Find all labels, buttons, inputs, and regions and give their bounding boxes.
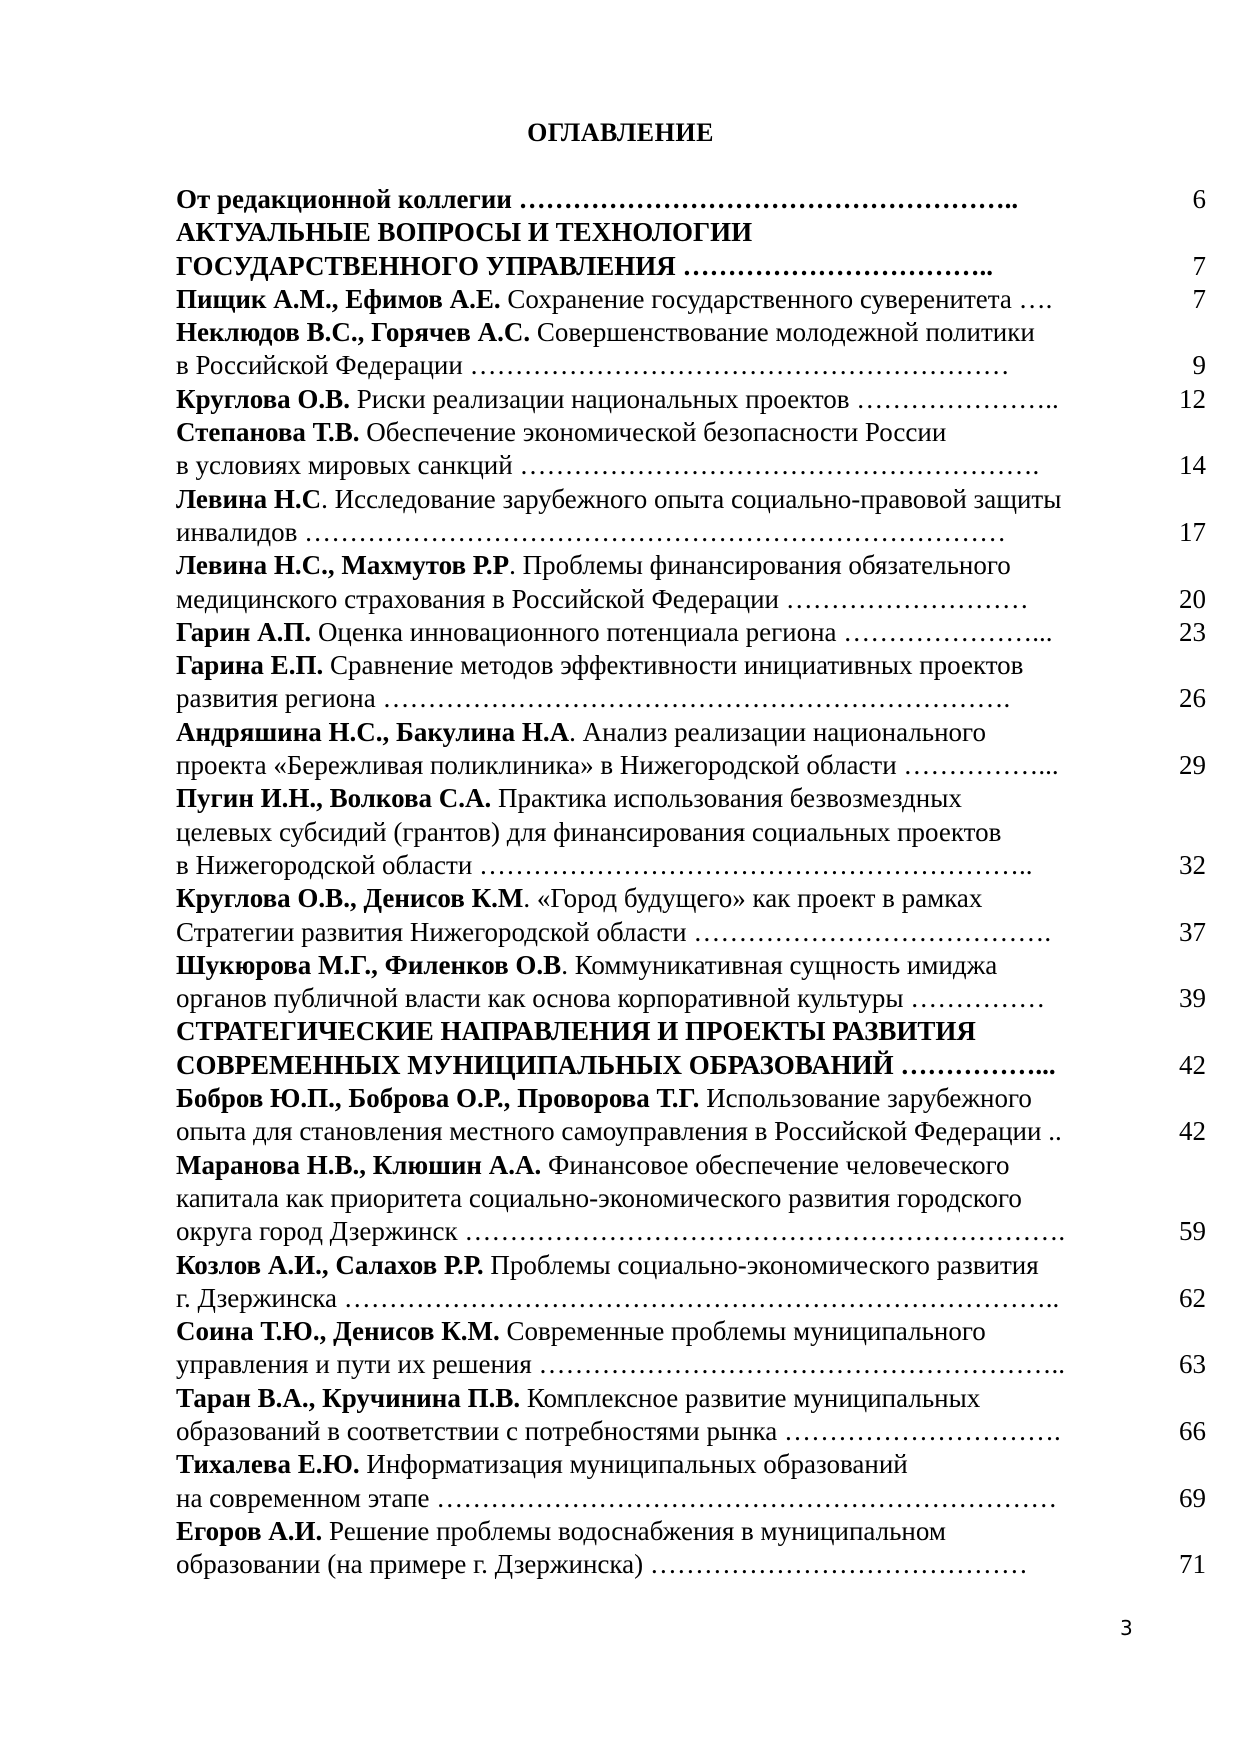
- toc-page-ref: 37: [1179, 916, 1206, 947]
- toc-line: [176, 949, 1206, 982]
- toc-author-or-heading: Бобров Ю.П., Боброва О.Р., Проворова Т.Г.: [176, 1083, 700, 1114]
- toc-line-text: [176, 749, 1059, 782]
- toc-line: [176, 449, 1206, 482]
- toc-entry-title: в Нижегородской области ……………………………………………………..: [176, 849, 1033, 880]
- toc-author-or-heading: От редакционной коллегии ………………………………………………..: [176, 184, 1019, 214]
- toc-entry-title: . «Город будущего» как проект в рамках: [523, 883, 983, 914]
- toc-line-text: [176, 1348, 1065, 1381]
- toc-entry-title: управления и пути их решения …………………………………………………..: [176, 1349, 1066, 1380]
- toc-line-text: [176, 649, 1023, 682]
- toc-line: [176, 516, 1206, 549]
- toc-line-text: [176, 616, 1053, 649]
- toc-line: [176, 616, 1206, 649]
- toc-entry-title: Сохранение государственного суверенитета ….: [500, 283, 1053, 314]
- toc-line-text: [176, 716, 986, 749]
- toc-line: [176, 1049, 1206, 1082]
- toc-page-ref: 12: [1179, 383, 1206, 414]
- toc-page-ref: 6: [1192, 184, 1206, 214]
- toc-line-text: [176, 449, 1039, 482]
- toc-line: [176, 250, 1206, 283]
- toc-entry-title: . Анализ реализации национального: [569, 716, 986, 747]
- toc-page-ref: 32: [1179, 849, 1206, 880]
- toc-author-or-heading: Круглова О.В., Денисов К.М: [176, 883, 524, 914]
- toc-entry-title: Обеспечение экономической безопасности России: [359, 417, 947, 448]
- toc-line: [176, 1415, 1206, 1448]
- toc-line: [176, 416, 1206, 449]
- toc-author-or-heading: Гарин А.П.: [176, 616, 312, 647]
- toc-line: [176, 349, 1206, 382]
- toc-line-text: [176, 283, 1052, 316]
- toc-page-ref: 42: [1179, 1049, 1206, 1080]
- toc-page-ref: 39: [1179, 983, 1206, 1014]
- toc-line: [176, 483, 1206, 516]
- toc-page-ref: 62: [1179, 1282, 1206, 1313]
- toc-page-ref: 63: [1179, 1349, 1206, 1380]
- toc-author-or-heading: Маранова Н.В., Клюшин А.А.: [176, 1149, 542, 1180]
- page-number: 3: [1120, 1616, 1133, 1640]
- toc-line: [176, 1282, 1206, 1315]
- toc-entry-title: Информатизация муниципальных образований: [359, 1449, 908, 1480]
- toc-page-ref: 14: [1179, 450, 1206, 481]
- toc-line: [176, 982, 1206, 1015]
- toc-line: [176, 1382, 1206, 1415]
- toc-line-text: [176, 483, 1061, 516]
- toc-line-text: [176, 1115, 1062, 1148]
- toc-page-ref: 42: [1179, 1116, 1206, 1147]
- toc-entry-title: Сравнение методов эффективности инициативных проектов: [323, 650, 1024, 681]
- toc-author-or-heading: ГОСУДАРСТВЕННОГО УПРАВЛЕНИЯ ……………………………..: [176, 250, 993, 281]
- toc-author-or-heading: Неклюдов В.С., Горячев А.С.: [176, 317, 531, 348]
- toc-page-ref: 17: [1179, 516, 1206, 547]
- toc-line-text: [176, 982, 1045, 1015]
- toc-line-text: [176, 1415, 1061, 1448]
- toc-line: [176, 1015, 1206, 1048]
- toc-line: [176, 782, 1206, 815]
- toc-entry-title: Современные проблемы муниципального: [499, 1316, 986, 1347]
- toc-line: [176, 1115, 1206, 1148]
- toc-line-text: [176, 383, 1059, 416]
- toc-entry-title: Решение проблемы водоснабжения в муниципальном: [322, 1515, 946, 1546]
- toc-entry-title: Риски реализации национальных проектов …………………..: [349, 383, 1059, 414]
- toc-line: [176, 882, 1206, 915]
- toc-line: [176, 1215, 1206, 1248]
- toc-line: [176, 1149, 1206, 1182]
- toc-author-or-heading: Соина Т.Ю., Денисов К.М.: [176, 1316, 500, 1347]
- toc-line: [176, 1348, 1206, 1381]
- toc-line-text: [176, 682, 1010, 715]
- toc-entry-title: Комплексное развитие муниципальных: [520, 1382, 981, 1413]
- toc-line: [176, 1515, 1206, 1548]
- toc-line-text: [176, 1249, 1039, 1282]
- toc-entry-title: г. Дзержинска ……………………………………………………………………..: [176, 1282, 1060, 1313]
- toc-entry-title: опыта для становления местного самоуправления в Российской Федерации ..: [176, 1116, 1062, 1147]
- toc-entry-title: Совершенствование молодежной политики: [530, 317, 1035, 348]
- toc-line-text: [176, 849, 1033, 882]
- toc-entry-title: . Коммуникативная сущность имиджа: [561, 949, 998, 980]
- toc-line: [176, 1249, 1206, 1282]
- toc-entry-title: образовании (на примере г. Дзержинска) ……………………………………: [176, 1549, 1028, 1580]
- toc-author-or-heading: Пищик А.М., Ефимов А.Е.: [176, 283, 501, 314]
- toc-page-ref: 69: [1179, 1482, 1206, 1513]
- toc-line-text: [176, 183, 1018, 216]
- toc-line-text: [176, 1015, 976, 1048]
- toc-author-or-heading: Андряшина Н.С., Бакулина Н.А: [176, 716, 570, 747]
- toc-author-or-heading: АКТУАЛЬНЫЕ ВОПРОСЫ И ТЕХНОЛОГИИ: [176, 217, 753, 248]
- toc-author-or-heading: Пугин И.Н., Волкова С.А.: [176, 783, 492, 814]
- toc-line-text: [176, 1515, 946, 1548]
- toc-entry-title: . Проблемы финансирования обязательного: [509, 550, 1011, 581]
- toc-line: [176, 583, 1206, 616]
- toc-line: [176, 849, 1206, 882]
- toc-entry-title: Проблемы социально-экономического развития: [483, 1249, 1039, 1280]
- toc-line: [176, 216, 1206, 249]
- toc-line-text: [176, 782, 962, 815]
- toc-entry-title: в условиях мировых санкций ………………………………………………….: [176, 450, 1040, 481]
- toc-page-ref: 26: [1179, 683, 1206, 714]
- toc-line-text: [176, 416, 946, 449]
- toc-entry-title: Практика использования безвозмездных: [491, 783, 962, 814]
- toc-line-text: [176, 1548, 1028, 1581]
- toc-line-text: [176, 1382, 980, 1415]
- toc-line: [176, 1548, 1206, 1581]
- toc-line: [176, 316, 1206, 349]
- toc-entry-title: Финансовое обеспечение человеческого: [541, 1149, 1010, 1180]
- toc-page-ref: 9: [1192, 350, 1206, 381]
- toc-page-ref: 71: [1179, 1549, 1206, 1580]
- toc-line-text: [176, 1448, 908, 1481]
- toc-entry-title: на современном этапе ……………………………………………………………: [176, 1482, 1058, 1513]
- toc-entry-title: капитала как приоритета социально-экономического развития городского: [176, 1182, 1022, 1213]
- toc-line-text: [176, 949, 997, 982]
- toc-line: [176, 1448, 1206, 1481]
- toc-line: [176, 916, 1206, 949]
- toc-line-text: [176, 1215, 1065, 1248]
- toc-line: [176, 283, 1206, 316]
- toc-entry-title: инвалидов ……………………………………………………………………: [176, 516, 1007, 547]
- toc-line-text: [176, 583, 1029, 616]
- toc-author-or-heading: СТРАТЕГИЧЕСКИЕ НАПРАВЛЕНИЯ И ПРОЕКТЫ РАЗВИТИЯ: [176, 1016, 976, 1047]
- toc-entry-title: органов публичной власти как основа корпоративной культуры ……………: [176, 983, 1046, 1014]
- toc-line: [176, 816, 1206, 849]
- toc-line-text: [176, 349, 1010, 382]
- toc-author-or-heading: Егоров А.И.: [176, 1515, 323, 1546]
- toc-author-or-heading: СОВРЕМЕННЫХ МУНИЦИПАЛЬНЫХ ОБРАЗОВАНИЙ ……………...: [176, 1049, 1056, 1080]
- toc-entry-title: Стратегии развития Нижегородской области ………………………………….: [176, 916, 1052, 947]
- toc-line-text: [176, 916, 1051, 949]
- toc-line: [176, 749, 1206, 782]
- toc-line: [176, 1182, 1206, 1215]
- toc-author-or-heading: Шукюрова М.Г., Филенков О.В: [176, 949, 562, 980]
- toc-page-ref: 66: [1179, 1415, 1206, 1446]
- toc-entry-title: Использование зарубежного: [699, 1083, 1032, 1114]
- toc-line: [176, 183, 1206, 216]
- toc-line-text: [176, 1182, 1022, 1215]
- toc-line-text: [176, 250, 993, 283]
- toc-line-text: [176, 1315, 986, 1348]
- toc-line: [176, 716, 1206, 749]
- toc-line-text: [176, 216, 752, 249]
- page-title: ОГЛАВЛЕНИЕ: [527, 118, 714, 147]
- toc-entry-title: Оценка инновационного потенциала региона …………………...: [311, 616, 1053, 647]
- toc-entry-title: целевых субсидий (грантов) для финансирования социальных проектов: [176, 816, 1002, 847]
- toc-line: [176, 649, 1206, 682]
- toc-line: [176, 1482, 1206, 1515]
- toc-author-or-heading: Таран В.А., Кручинина П.В.: [176, 1382, 521, 1413]
- toc-line-text: [176, 1049, 1056, 1082]
- toc-page-ref: 7: [1192, 283, 1206, 314]
- toc-entry-title: развития региона …………………………………………………………….: [176, 683, 1011, 714]
- toc-entry-title: . Исследование зарубежного опыта социально-правовой защиты: [321, 483, 1062, 514]
- toc-page-ref: 29: [1179, 750, 1206, 781]
- toc-page-ref: 20: [1179, 583, 1206, 614]
- toc-author-or-heading: Степанова Т.В.: [176, 417, 360, 448]
- toc-author-or-heading: Левина Н.С., Махмутов Р.Р: [176, 550, 510, 581]
- toc-line-text: [176, 882, 982, 915]
- toc-page-ref: 59: [1179, 1216, 1206, 1247]
- toc-line-text: [176, 516, 1006, 549]
- toc-line: [176, 549, 1206, 582]
- toc-line: [176, 383, 1206, 416]
- toc-author-or-heading: Козлов А.И., Салахов Р.Р.: [176, 1249, 484, 1280]
- toc-entry-title: округа город Дзержинск ………………………………………………………….: [176, 1216, 1066, 1247]
- toc-line-text: [176, 1149, 1010, 1182]
- table-of-contents: [176, 183, 1206, 1581]
- toc-line: [176, 1315, 1206, 1348]
- toc-page-ref: 23: [1179, 616, 1206, 647]
- toc-author-or-heading: Левина Н.С: [176, 483, 322, 514]
- toc-entry-title: медицинского страхования в Российской Федерации ………………………: [176, 583, 1029, 614]
- toc-line-text: [176, 316, 1035, 349]
- toc-entry-title: проекта «Бережливая поликлиника» в Нижегородской области ……………...: [176, 750, 1059, 781]
- toc-line-text: [176, 816, 1001, 849]
- toc-line-text: [176, 1082, 1032, 1115]
- toc-line-text: [176, 549, 1011, 582]
- toc-entry-title: образований в соответствии с потребностями рынка ………………………….: [176, 1415, 1061, 1446]
- toc-author-or-heading: Тихалева Е.Ю.: [176, 1449, 360, 1480]
- toc-line: [176, 682, 1206, 715]
- toc-line: [176, 1082, 1206, 1115]
- toc-line-text: [176, 1282, 1059, 1315]
- toc-line-text: [176, 1482, 1057, 1515]
- toc-page-ref: 7: [1192, 250, 1206, 281]
- toc-author-or-heading: Гарина Е.П.: [176, 650, 324, 681]
- toc-author-or-heading: Круглова О.В.: [176, 383, 350, 414]
- toc-entry-title: в Российской Федерации ……………………………………………………: [176, 350, 1010, 381]
